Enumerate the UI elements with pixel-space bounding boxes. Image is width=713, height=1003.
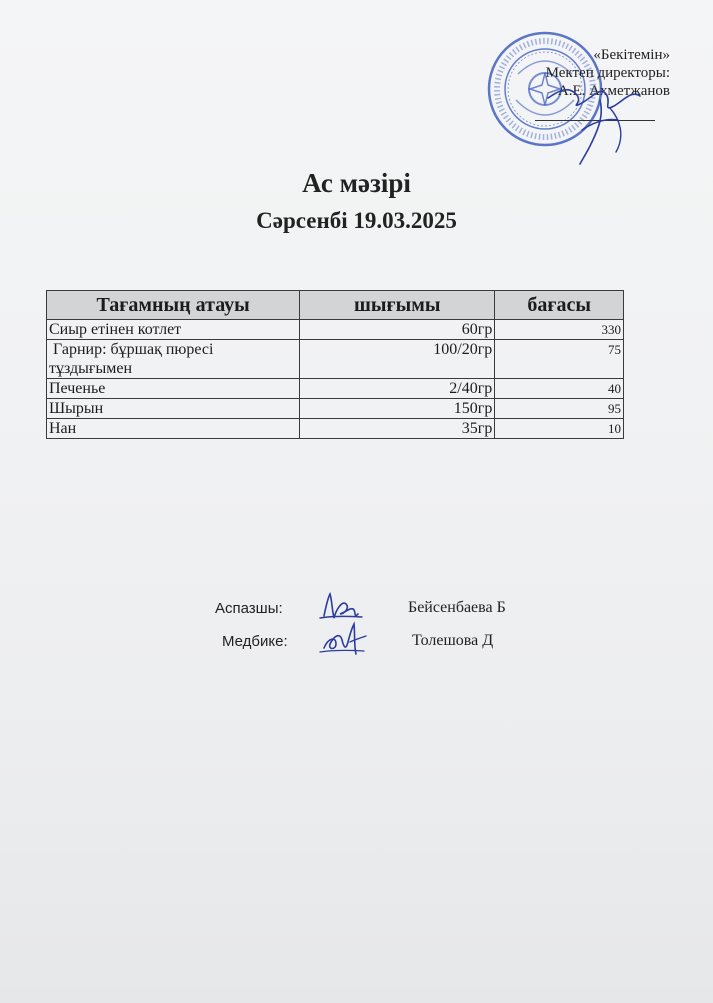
dish-price: 95: [495, 399, 624, 419]
table-row: [47, 399, 624, 419]
dish-name: Шырын: [47, 399, 300, 419]
dish-name: Сиыр етінен котлет: [47, 320, 300, 340]
column-header-output: шығымы: [300, 291, 495, 320]
menu-table: [46, 290, 624, 439]
menu-title: Ас мәзірі: [302, 168, 411, 198]
table-row: [47, 379, 624, 399]
dish-price: 10: [495, 419, 624, 439]
column-header-price: бағасы: [495, 291, 624, 320]
dish-name: Печенье: [47, 379, 300, 399]
table-row: [47, 419, 624, 439]
dish-price: 40: [495, 379, 624, 399]
menu-day-date: Сәрсенбі 19.03.2025: [256, 208, 457, 233]
table-header-row: [47, 291, 624, 320]
dish-output: 150гр: [300, 399, 495, 419]
table-row: [47, 340, 624, 379]
nurse-label: Медбике:: [222, 633, 288, 650]
dish-output: 35гр: [300, 419, 495, 439]
dish-price: 330: [495, 320, 624, 340]
table-row: [47, 320, 624, 340]
column-header-name: Тағамның атауы: [47, 291, 300, 320]
dish-output: 100/20гр: [300, 340, 495, 379]
cook-name: Бейсенбаева Б: [408, 599, 506, 616]
dish-output: 60гр: [300, 320, 495, 340]
cook-label: Аспазшы:: [215, 600, 283, 617]
cook-signature: [318, 588, 366, 624]
dish-price: 75: [495, 340, 624, 379]
dish-name: Гарнир: бұршақ пюресі тұздығымен: [47, 340, 300, 379]
dish-output: 2/40гр: [300, 379, 495, 399]
approval-position: Мектеп директоры:: [545, 65, 670, 81]
nurse-name: Толешова Д: [412, 632, 494, 649]
dish-name: Нан: [47, 419, 300, 439]
approval-heading: «Бекітемін»: [593, 47, 670, 63]
director-signature: [540, 60, 650, 170]
approval-director-name: А.Е. Ахметжанов: [557, 83, 670, 99]
